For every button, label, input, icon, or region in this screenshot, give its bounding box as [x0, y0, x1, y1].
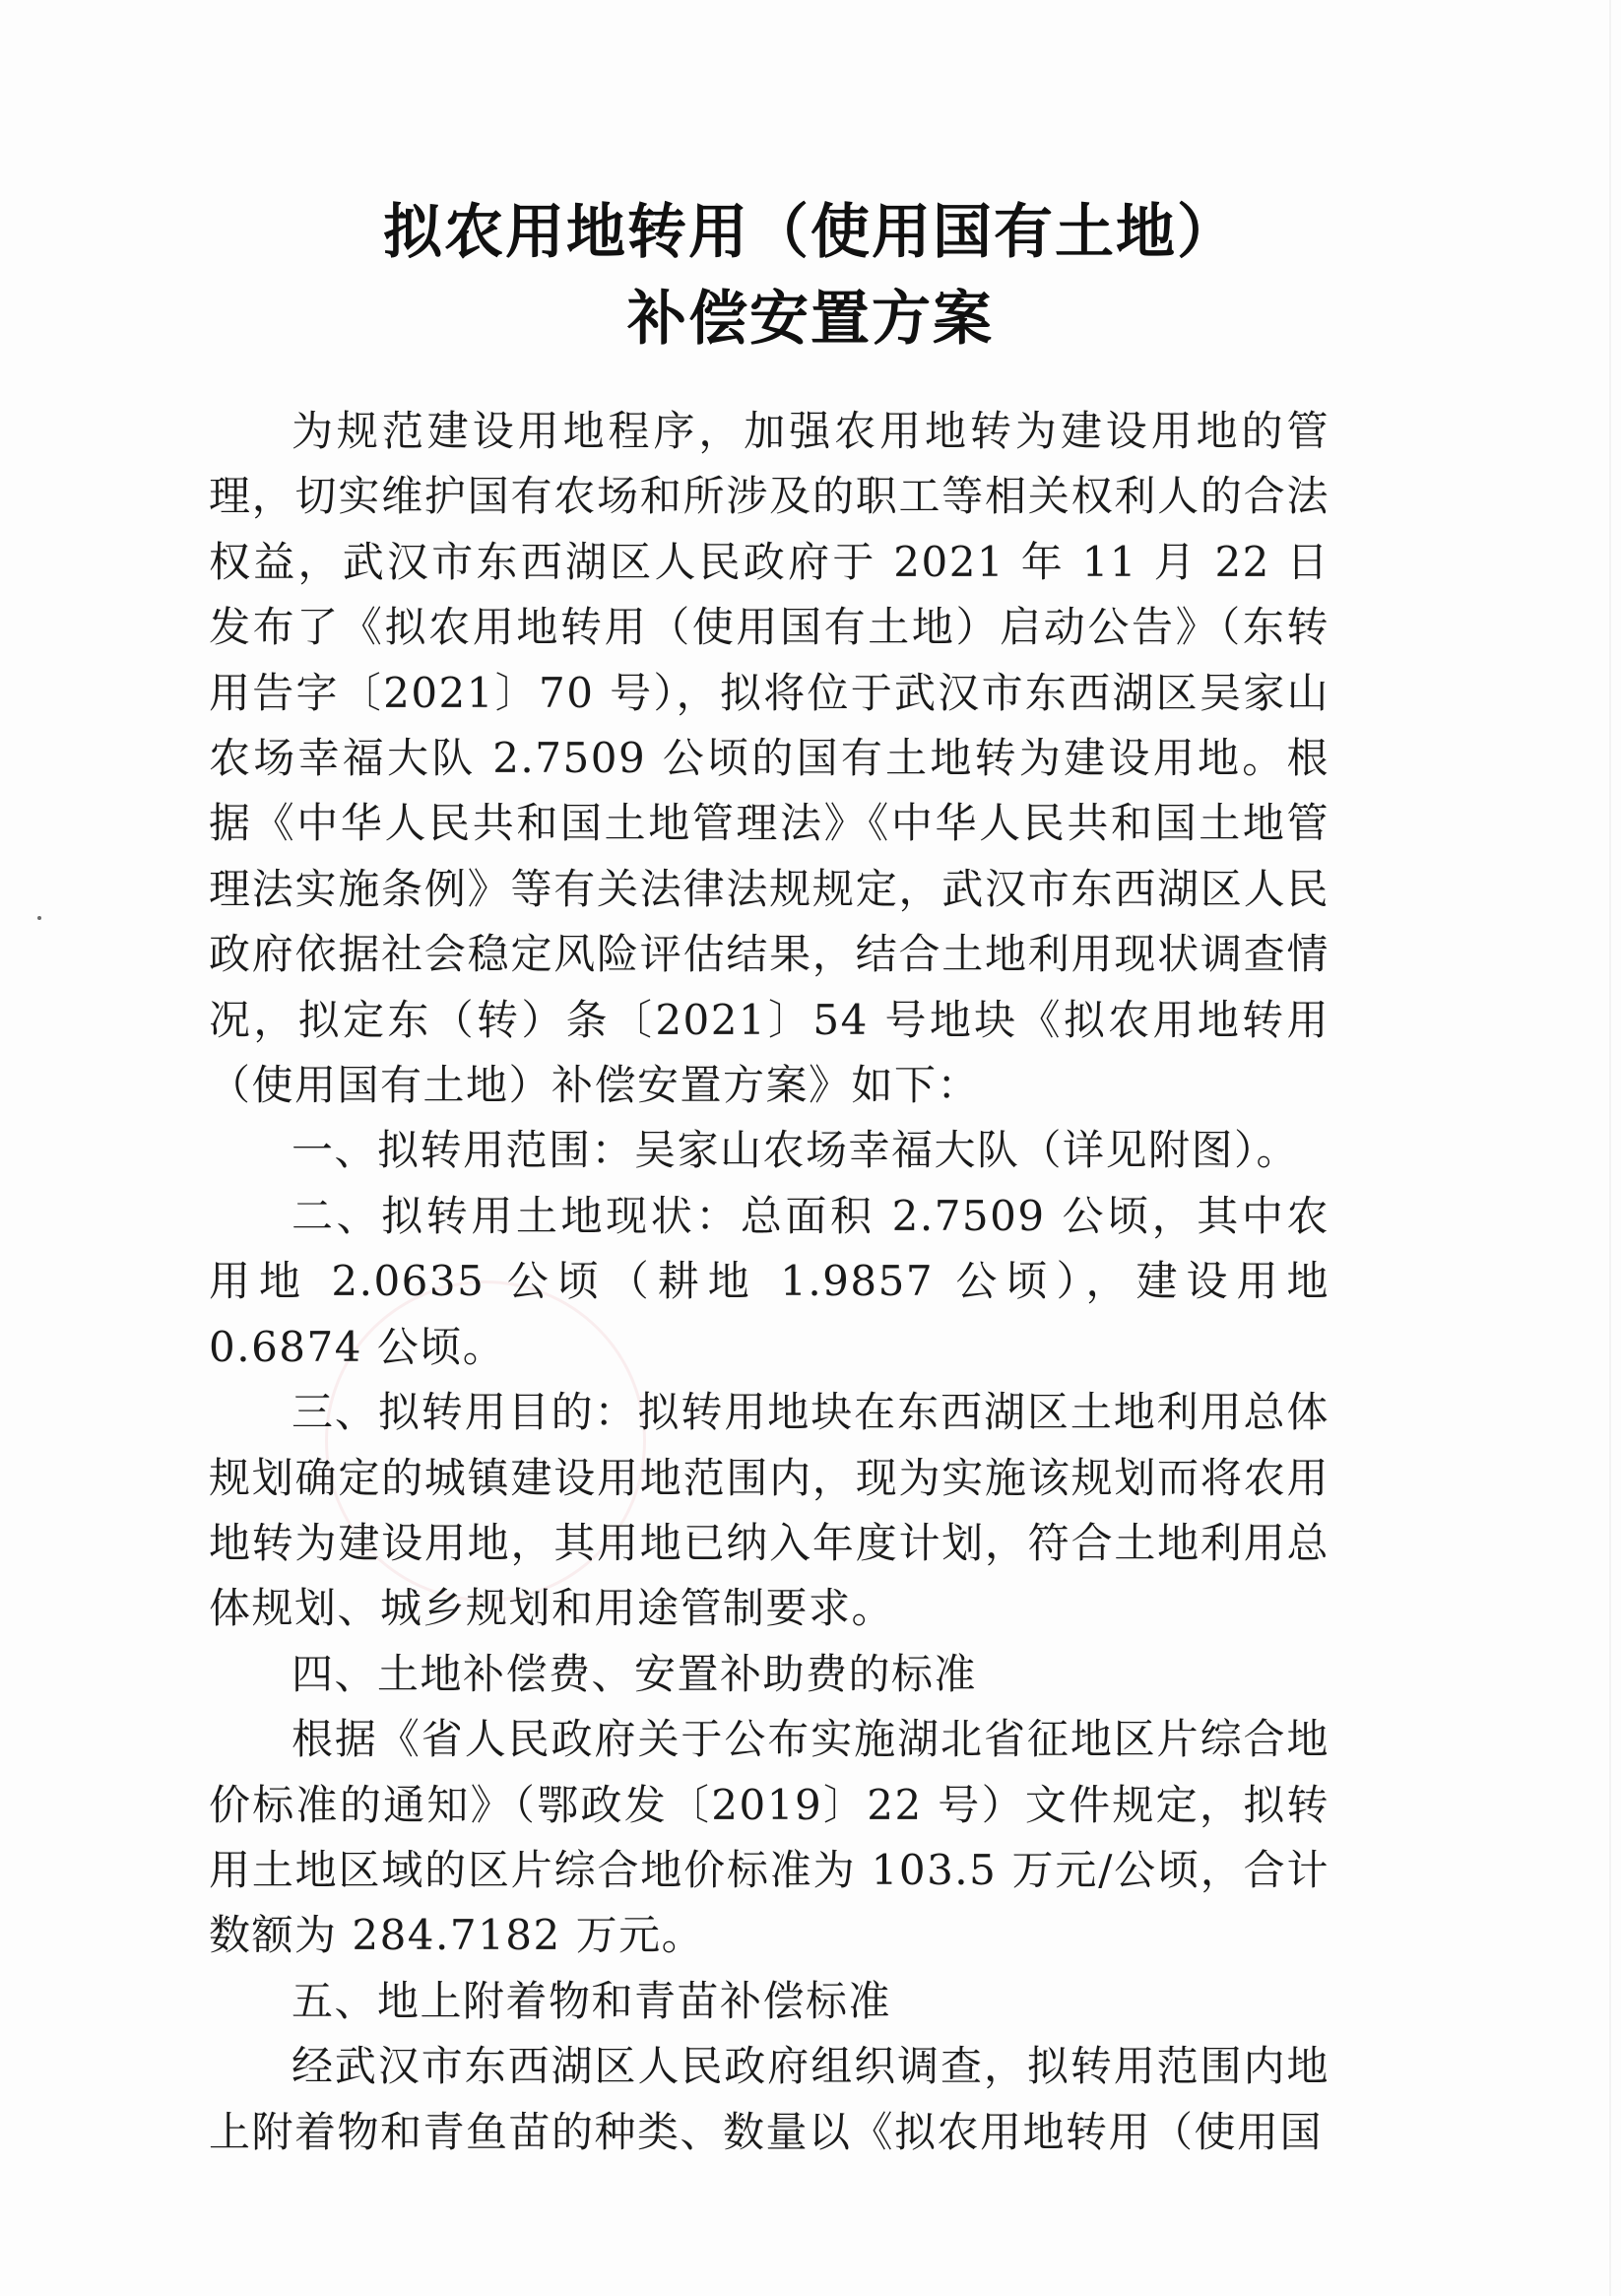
document-body: [209, 399, 1329, 2165]
paragraph-intro: 为规范建设用地程序，加强农用地转为建设用地的管理，切实维护国有农场和所涉及的职工等相关权利人的合法权益，武汉市东西湖区人民政府于 2021 年 11 月 22 日发布了《拟农用地转用（使用国有土地）启动公告》（东转用告字〔2021〕70 号），拟将位于武汉市东西湖区吴家山农场幸福大队 2.7509 公顷的国有土地转为建设用地。根据《中华人民共和国土地管理法》《中华人民共和国土地管理法实施条例》等有关法律法规规定，武汉市东西湖区人民政府依据社会稳定风险评估结果，结合土地利用现状调查情况，拟定东（转）条〔2021〕54 号地块《拟农用地转用（使用国有土地）补偿安置方案》如下：: [209, 407, 1329, 1110]
document-title: [0, 189, 1621, 362]
title-line-2: 补偿安置方案: [627, 285, 994, 354]
paragraph-section-1: 一、拟转用范围：吴家山农场幸福大队（详见附图）。: [292, 1126, 1300, 1175]
paragraph-section-4-body: 根据《省人民政府关于公布实施湖北省征地区片综合地价标准的通知》（鄂政发〔2019〕22 号）文件规定，拟转用土地区域的区片综合地价标准为 103.5 万元/公顷，合计数额为 284.7182 万元。: [209, 1715, 1329, 1960]
paragraph-section-2: 二、拟转用土地现状：总面积 2.7509 公顷，其中农用地 2.0635 公顷（耕地 1.9857 公顷），建设用地 0.6874 公顷。: [209, 1191, 1329, 1371]
heading-section-4: 四、土地补偿费、安置补助费的标准: [292, 1649, 978, 1698]
paragraph-section-3: 三、拟转用目的：拟转用地块在东西湖区土地利用总体规划确定的城镇建设用地范围内，现为实施该规划而将农用地转为建设用地，其用地已纳入年度计划，符合土地利用总体规划、城乡规划和用途管制要求。: [209, 1388, 1329, 1633]
scan-speck: [37, 916, 41, 920]
title-line-1: 拟农用地转用（使用国有土地）: [383, 198, 1238, 267]
heading-section-5: 五、地上附着物和青苗补偿标准: [292, 1976, 892, 2025]
paragraph-section-5-body: 经武汉市东西湖区人民政府组织调查，拟转用范围内地上附着物和青鱼苗的种类、数量以《拟农用地转用（使用国: [209, 2042, 1329, 2156]
